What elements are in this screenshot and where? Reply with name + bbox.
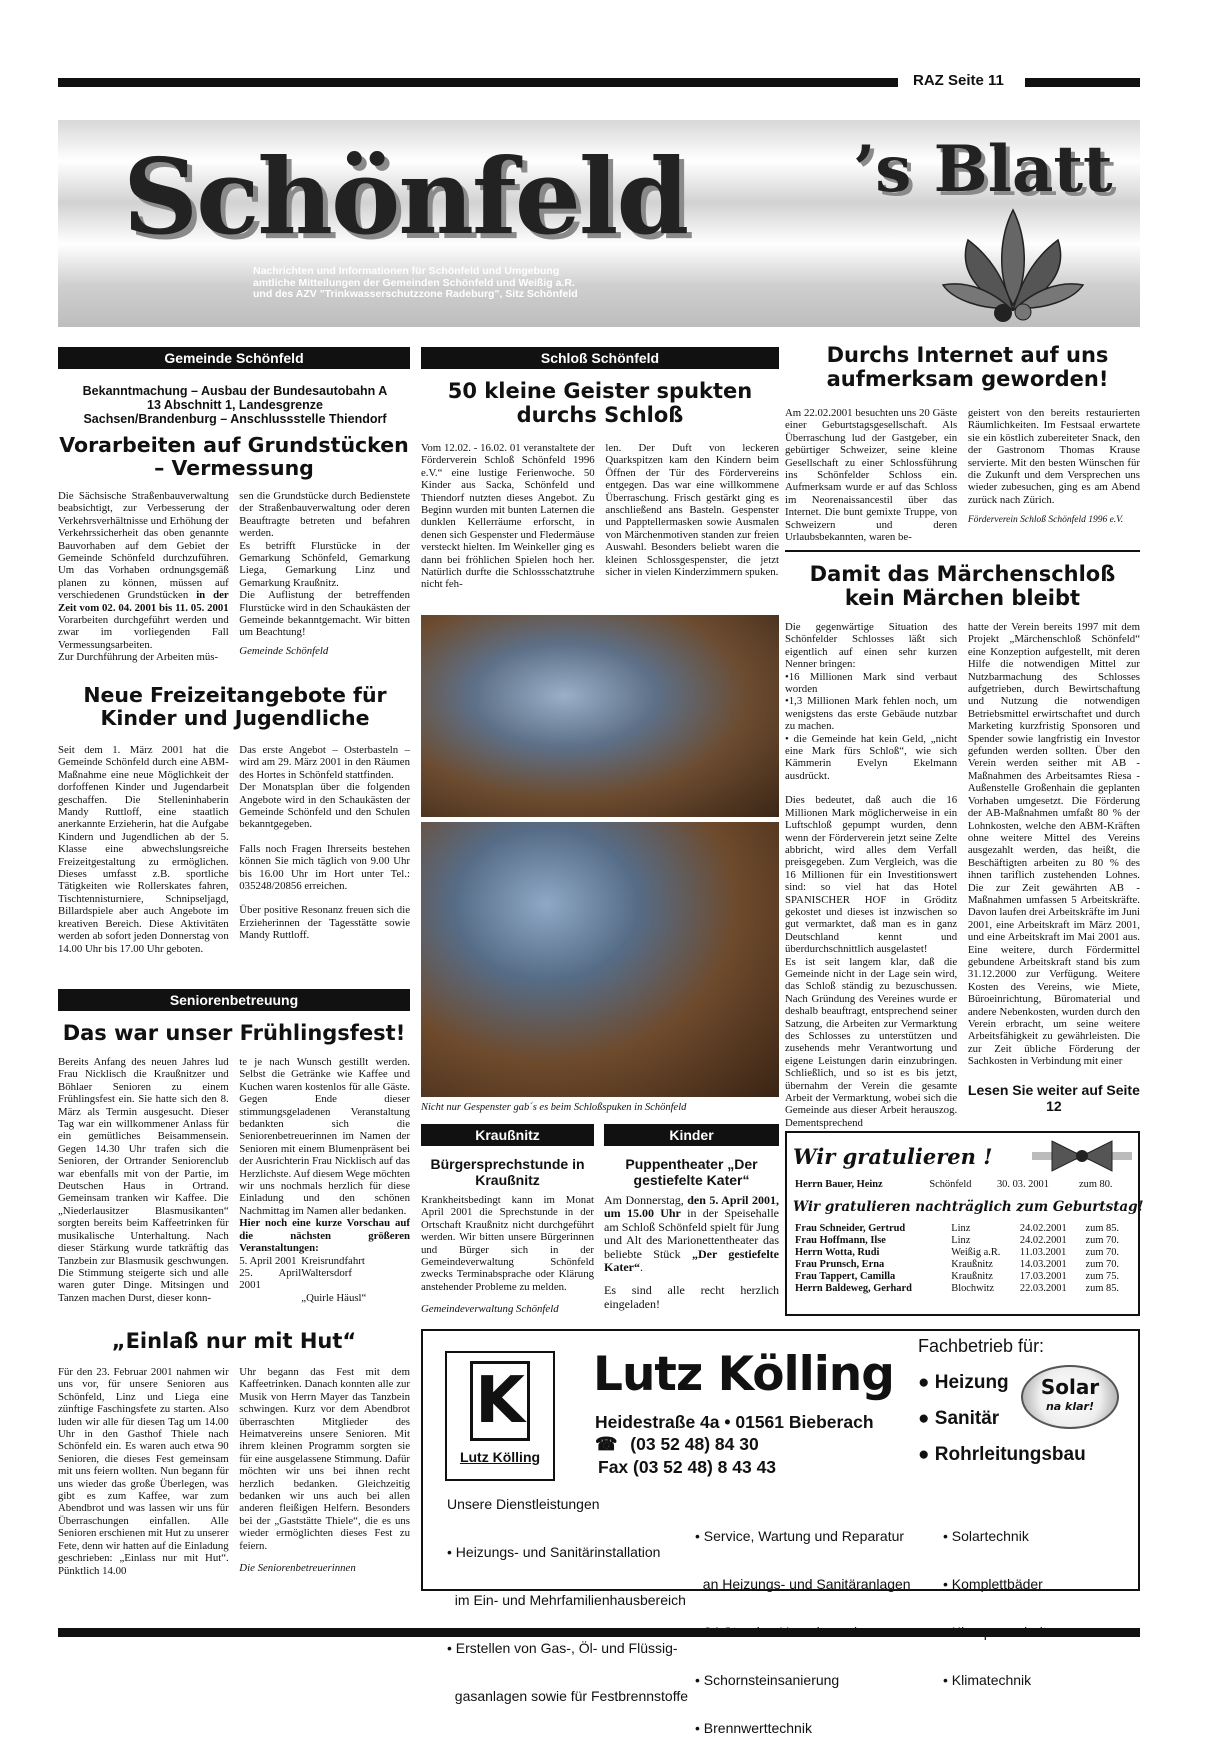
company-fax: Fax (03 52 48) 8 43 43 <box>598 1457 777 1477</box>
service-item: • Brennwerttechnik <box>695 1720 812 1736</box>
hut-headline: „Einlaß nur mit Hut“ <box>111 1329 357 1353</box>
text: Es ist seit langem klar, daß die Gemeinde nicht in der Lage sein wird, das Schloß ständig zu bezuschussen. Nach Gründung des Vereines wurde er deshalb beauftragt, entsprechend seiner Satzung, die Arbeiten zur Vermarktung des Schlosses zu unterstützen und zusehends mehr Verantwortung und eigene Leistungen darin einzubringen. Schließlich, und so ist es bis jetzt, übernahm der Verein die gesamte Arbeit der Vermarktung, wobei sich die Gemeinde aus dieser Arbeit herauszog. Dementsprechend <box>785 955 958 1129</box>
cell-age: zum 70. <box>1085 1259 1119 1270</box>
photo-children-costumes-1 <box>421 615 779 817</box>
service-item: • Heizungs- und Sanitärinstallation <box>447 1544 661 1560</box>
internet-article <box>785 407 1140 547</box>
senioren-article <box>58 1056 410 1318</box>
top-rule-right <box>1025 78 1140 87</box>
text: Die Auflistung der betreffenden Flurstücke wird in den Schaukästen der Gemeinde bekanntgemacht. Wir bitten um Beachtung! <box>239 589 410 639</box>
kraussnitz-headline: Bürgersprechstunde in Kraußnitz <box>430 1156 585 1188</box>
senioren-col2 <box>239 1056 410 1318</box>
cell-date: 14.03.2001 <box>1019 1259 1067 1270</box>
cell-age: zum 70. <box>1085 1235 1119 1246</box>
cell-place: Kraußnitz <box>951 1271 993 1282</box>
gemeinde-headline: Vorarbeiten auf Grundstücken – Vermessung <box>59 433 409 480</box>
event-place: Waltersdorf <box>301 1266 352 1279</box>
event-date: 5. April 2001 <box>239 1254 297 1267</box>
service-item: • Komplettbäder <box>943 1576 1043 1592</box>
service-item: • Erstellen von Gas-, Öl- und Flüssig- <box>447 1640 678 1656</box>
service-item: im Ein- und Mehrfamilienhausbereich <box>447 1592 686 1608</box>
cell-date: 22.03.2001 <box>1019 1283 1067 1294</box>
text: len. Der Duft von leckeren Quarkspitzen kam den Kindern beim Öffnen der Tür des Fördervereins entgegen. Das war eine willkommene Überraschung. Frisch gestärkt ging es anschließend ans Basteln. Gespenster und Papptellermasken sowie Ausmalen von Märchenmotiven standen zur freien Auswahl. Besonders beliebt waren die kleinen Schlossgespenster, die jetzt sicher in vielen Kinderzimmern spuken. <box>605 442 779 579</box>
cell-age: zum 70. <box>1085 1247 1119 1258</box>
freizeit-col2 <box>239 744 410 984</box>
freizeit-col1 <box>58 744 229 984</box>
chestnut-leaf-icon <box>938 200 1088 325</box>
service-item: • Solartechnik <box>943 1528 1029 1544</box>
cell-name: Herrn Wotta, Rudi <box>795 1247 880 1258</box>
gratulation-title: Wir gratulieren ! <box>793 1143 993 1169</box>
signature: Gemeinde Schönfeld <box>239 644 329 657</box>
text: hatte der Verein bereits 1997 mit dem Projekt „Märchenschloß Schönfeld“ eine Konzeption aufgestellt, mit deren Hilfe die notwendigen Mittel zur Nutzbarmachung des Schlosses aufgetrieben, durch Bewirtschaftung und Nutzung die notwendigen Betriebsmittel erwirtschaftet und durch Marketing kurzfristig Sponsoren und Spender sowie langfristig ein Investor gefunden werden sollten. Über den Verein werden seither mit AB - Maßnahmen des Arbeitsamtes Riesa -Außenstelle Großenhain die geplanten Vorhaben umgesetzt. Die Förderung der AB-Maßnahmen umfaßt 80 % der Lohnkosten, welche den ABM-Kräften ohne weitere Mittel des Vereins ausgezahlt werden, das heißt, die Beschäftigten arbeiten zu 80 % des ihnen tariflich zustehenden Lohnes. Die zur Zeit gewährten AB -Maßnahmen umfassen 5 Arbeitskräfte. Davon laufen drei Arbeitskräfte im Juni 2001, eine Arbeitskraft im März 2001, und eine Arbeitskraft im Mai 2001 aus. Eine weitere, durch Fördermittel gebundene Arbeitskraft stand bis zum 31.12.2000 zur Verfügung. Weitere Kosten des Vereins, wie Miete, Büroeinrichtung, Büromaterial und andere Nebenkosten, wurden durch den Verein erbracht, um seine weitere Arbeitsfähigkeit zu gewährleisten. Die zur Zeit übliche Förderung der Sachkosten in Verbindung mit einer <box>967 621 1140 1068</box>
logo-caption: Lutz Kölling <box>459 1449 541 1465</box>
cell-name: Frau Prunsch, Erna <box>795 1259 885 1270</box>
services-col3 <box>943 1496 1062 1720</box>
cell-date: 30. 03. 2001 <box>996 1179 1049 1190</box>
top-rule <box>58 78 898 87</box>
text: sen die Grundstücke durch Bedienstete der Straßenbauverwaltung oder deren Beauftragte betreten und befahren werden. <box>239 490 410 540</box>
photo-children-costumes-2 <box>421 822 779 1097</box>
text: Uhr begann das Fest mit dem Kaffeetrinken. Danach konnten alle zur Musik von Herrn Mayer das Tanzbein schwingen. Kurz vor dem Abendbrot überraschten Mitglieder des Heimatvereins unsere Senioren. Mit ihrem kleinen Programm sorgten sie für eine ausgelassene Stimmung. Dafür möchten wir uns bei ihnen recht herzlich bedanken. Gleichzeitig bedanken wir uns auch bei allen anderen fleißigen Helfern. Besonders bei der „Gaststätte Thiele“, die es uns wieder ermöglichten dieses Fest zu feiern. <box>239 1366 410 1552</box>
company-phone <box>595 1434 759 1455</box>
text: Vorarbeiten durchgeführt werden und zwar im vorliegenden Fall Vermessungsarbeiten. <box>58 614 229 651</box>
solar-badge-bottom: na klar! <box>1045 1400 1095 1413</box>
signature: Förderverein Schloß Schönfeld 1996 e.V. <box>967 515 1124 526</box>
signature: Gemeindeverwaltung Schönfeld <box>421 1303 559 1316</box>
company-address: Heidestraße 4a • 01561 Bieberach <box>595 1412 874 1432</box>
text: Seit dem 1. März 2001 hat die Gemeinde Schönfeld durch eine ABM-Maßnahme eine neue Möglichkeit der dorfoffenen Kinder und Jugendarbeit geschaffen. Die Stelleninhaberin Mandy Ruttloff, eine staatlich anerkannte Erzieherin, hat die Aufgabe Kindern und Jugendlichen ab der 5. Klasse eine abwechslungsreiche Freizeitgestaltung zu ermöglichen. Dieses umfasst z.B. sportliche Tätigkeiten wie Rollerskates fahren, Tischtennisturniere, Schnipseljagd, Billardspiele aber auch Angebote im kreativen Bereich. Diese Aktivitäten werden ab sofort jeden Donnerstag von 14.00 Uhr bis 17.00 Uhr geboten. <box>58 744 229 955</box>
gemeinde-col1 <box>58 490 229 680</box>
text: Die Sächsische Straßenbauverwaltung beabsichtigt, zur Verbesserung der Verkehrsverhältnisse und Erhöhung der Verkehrssicherheit das oben genannte Bauvorhaben auf dem Gebiet der Gemeinde Schönfeld durchzuführen. Um das Vorhaben ordnungsgemäß planen zu können, müssen auf verschiedenen Grundstücken <box>58 490 229 602</box>
text: Zur Durchführung der Arbeiten müs- <box>58 651 219 664</box>
schloss-headline: 50 kleine Geister spukten durchs Schloß <box>447 379 753 427</box>
table-row <box>793 1179 1132 1191</box>
internet-headline: Durchs Internet auf uns aufmerksam geworden! <box>826 343 1109 391</box>
event-row <box>239 1267 410 1292</box>
text: Vom 12.02. - 16.02. 01 veranstaltete der Förderverein Schloß Schönfeld 1996 e.V.“ eine lustige Ferienwoche. 50 Kinder aus Sacka, Schönfeld und Thiendorf nutzten dieses Angebot. Zu Beginn wurden mit bunten Laternen die dunklen Kellerräume erforscht, in denen sich Gespenster und Fledermäuse versteckt hielten. Im Weinkeller ging es dann bei fröhlichen Spielen hoch her. Natürlich durfte die Schlossschatztruhe nicht feh- <box>421 442 595 591</box>
table-row <box>793 1235 1132 1247</box>
cell-age: zum 85. <box>1085 1283 1119 1294</box>
maerchen-col2 <box>968 621 1140 1121</box>
bullet-icon: ● <box>918 1372 935 1393</box>
text: Über positive Resonanz freuen sich die Erzieherinnen der Tagesstätte sowie Mandy Ruttloff. <box>239 904 410 942</box>
event-place: „Quirle Häusl“ <box>301 1291 367 1304</box>
gratulation-table <box>793 1223 1132 1295</box>
cell-place: Blochwitz <box>951 1283 994 1294</box>
event-place: Kreisrundfahrt <box>301 1254 365 1267</box>
service-item: • Klimatechnik <box>943 1672 1032 1688</box>
service-item: • Service, Wartung und Reparatur <box>695 1528 905 1544</box>
hut-col1 <box>58 1366 229 1606</box>
cell-place: Weißig a.R. <box>951 1247 1001 1258</box>
bullet-item: • die Gemeinde hat kein Geld, „nicht eine Mark fürs Schloß“, wie sich Kämmerin Evelyn Ekelmann ausdrückt. <box>785 732 958 782</box>
text: Krankheitsbedingt kann im Monat April 2001 die Sprechstunde in der Ortschaft Kraußnitz nicht durchgeführt werden. Wir bitten unsere Bürgerinnen und Bürger sich in der Gemeindeverwaltung Schönfeld zwecks Terminabsprache oder Klärung anstehender Probleme zu melden. <box>421 1194 594 1293</box>
maerchen-col1 <box>785 621 958 1129</box>
gratulation-box <box>785 1131 1144 1316</box>
fach-item-label: Rohrleitungsbau <box>934 1444 1086 1465</box>
table-row <box>793 1271 1132 1283</box>
masthead-subtitle-line: amtliche Mitteilungen der Gemeinden Schönfeld und Weißig a.R. <box>253 276 575 289</box>
kinder-article <box>604 1194 779 1311</box>
logo-box <box>445 1351 555 1481</box>
senioren-headline: Das war unser Frühlingsfest! <box>62 1021 406 1045</box>
cell-name: Frau Hoffmann, Ilse <box>795 1235 886 1246</box>
fach-item <box>918 1437 1086 1473</box>
text: Es betrifft Flurstücke in der Gemarkung Schönfeld, Gemarkung Liega, Gemarkung Linz und Gemarkung Kraußnitz. <box>239 539 410 589</box>
event-row <box>239 1292 410 1304</box>
cell-date: 24.02.2001 <box>1019 1235 1067 1246</box>
table-row <box>793 1283 1132 1295</box>
masthead-title-suffix: ’s Blatt <box>853 132 1113 207</box>
freizeit-article <box>58 744 410 984</box>
kinder-headline: Puppentheater „Der gestiefelte Kater“ <box>625 1156 758 1188</box>
text: den 5. April 2001, um 15.00 Uhr <box>604 1193 779 1221</box>
service-item: • Schornsteinsanierung <box>695 1672 840 1688</box>
cell-name: Herrn Bauer, Heinz <box>795 1179 883 1190</box>
text: Dies bedeutet, daß auch die 16 Millionen Mark möglicherweise in ein Luftschloß gepumpt wurden, denn wenn der Förderverein jetzt seine Zelte abbricht, wird alles dem Verfall preisgegeben. Zum Vergleich, was die 16 Millionen für ein Investitionswert sind: so viel hat das Hotel SPANISCHER HOF in Gröditz gekostet und dieses ist inzwischen so gut vermarktet, daß man es in ganz Deutschland kennt und überdurchschnittlich ausgelastet! <box>785 794 958 956</box>
cell-place: Kraußnitz <box>951 1259 993 1270</box>
logo-letter: K <box>470 1361 530 1441</box>
cell-place: Linz <box>951 1223 971 1234</box>
text: Es sind alle recht herzlich eingeladen! <box>604 1283 779 1311</box>
hut-article <box>58 1366 410 1606</box>
text: Falls noch Fragen Ihrerseits bestehen können Sie mich täglich von 9.00 Uhr bis 16.00 Uhr im Hort unter Tel.: 035248/20856 erreichen. <box>239 842 410 893</box>
schloss-col2 <box>605 442 779 612</box>
section-bar-kinder: Kinder <box>604 1124 779 1146</box>
photo-caption: Nicht nur Gespenster gab´s es beim Schloßspuken in Schönfeld <box>421 1102 687 1113</box>
text: . <box>639 1260 643 1275</box>
masthead <box>58 120 1140 327</box>
maerchen-headline: Damit das Märchenschloß kein Märchen bleibt <box>809 562 1116 610</box>
text: Am 22.02.2001 besuchten uns 20 Gäste einer Geburtstagsgesellschaft. Als Überraschung lud der Gastgeber, ein gebürtiger Schweizer, seine kleine Gesellschaft zu einer Schlossführung ins Schönfelder Schloss ein. Aufmerksam wurde er auf das Schloss im Neorenaissancestil über das Internet. Die bunt gemixte Truppe, von Schweizern und deren Urlaubsbekannten, waren be- <box>785 407 958 544</box>
cell-age: zum 85. <box>1085 1223 1119 1234</box>
text: Am Donnerstag, <box>604 1193 688 1207</box>
page-label: RAZ Seite 11 <box>913 72 1004 89</box>
fach-item-label: Sanitär <box>934 1408 1000 1429</box>
bullet-item: •1,3 Millionen Mark fehlen noch, um wenigstens das erste Gebäude nutzbar zu machen. <box>785 695 958 733</box>
text: in der Zeit vom 02. 04. 2001 bis 11. 05. 2001 <box>58 589 229 614</box>
gemeinde-article <box>58 490 410 680</box>
text: Der Monatsplan über die folgenden Angebote wird in den Schaukästen der Gemeinde Schönfeld und den Schulen bekanntgegeben. <box>239 781 410 831</box>
masthead-subtitle-line: und des AZV "Trinkwasserschutzzone Radeburg", Sitz Schönfeld <box>253 288 578 300</box>
phone-icon: ☎ <box>595 1434 618 1454</box>
bullet-icon: ● <box>918 1408 935 1429</box>
schloss-article <box>421 442 779 612</box>
gratulation-table-main <box>793 1179 1132 1191</box>
continue-link[interactable]: Lesen Sie weiter auf Seite 12 <box>967 1081 1140 1114</box>
text: in der Speisehalle am Schloß Schönfeld spielt für Jung und Alt des Marionettentheater das beliebte Stück <box>604 1206 779 1261</box>
company-name: Lutz Kölling <box>593 1347 894 1402</box>
hut-col2 <box>239 1366 410 1606</box>
internet-col2 <box>968 407 1140 547</box>
section-bar-schloss: Schloß Schönfeld <box>421 347 779 369</box>
advertisement-koelling <box>421 1329 1140 1736</box>
solar-badge <box>1021 1365 1119 1429</box>
cell-name: Frau Schneider, Gertrud <box>795 1223 906 1234</box>
bullet-icon: ● <box>918 1444 935 1465</box>
cell-place: Linz <box>951 1235 971 1246</box>
services-col2 <box>695 1496 911 1737</box>
section-bar-kraussnitz: Kraußnitz <box>421 1124 594 1146</box>
bullet-item: •16 Millionen Mark sind verbaut worden <box>785 670 958 696</box>
cell-age: zum 80. <box>1079 1179 1113 1190</box>
text: „Der gestiefelte Kater“ <box>604 1246 779 1275</box>
schloss-col1 <box>421 442 595 612</box>
text: Für den 23. Februar 2001 nahmen wir uns vor, für unsere Senioren aus Schönfeld, Linz und Liega eine zünftige Faschingsfete zu starten. Also luden wir alle für diesen Tag um 14.00 Uhr in den Gasthof Thiele nach Schönfeld ein. Es waren auch etwa 90 Senioren, die dieses Fest gemeinsam mit uns feiern wollten. Nun begann für uns wieder das große Überlegen, was gibt es zum Kaffee, war zum Abendbrot und was lassen wir uns für Überraschungen einfallen. Alle Senioren erschienen mit Hut zu unserer Fete, denn wir hatten auf die Einladung geschrieben: „Einlass nur mit Hut“. Pünktlich 14.00 <box>58 1366 229 1577</box>
service-item: an Heizungs- und Sanitäranlagen <box>695 1576 911 1592</box>
phone-number[interactable]: (03 52 48) 84 30 <box>630 1434 759 1454</box>
gratulation-subtitle: Wir gratulieren nachträglich zum Geburtstag! <box>793 1199 1144 1215</box>
event-row <box>239 1255 410 1267</box>
text: te je nach Wunsch gestillt werden. Selbst die Getränke wie Kaffee und Kuchen waren kostenlos für alle Gäste. Gegen Ende dieser stimmungsgeladenen Veranstaltung bedankten sich die Seniorenbetreuerinnen im Namen der Senioren mit einem Blumenpräsent bei der Ausrichterin Frau Nicklisch auf das Herzlichste. Auf diesem Wege möchten wir uns nochmals herzlich für diese Einladung und den schönen Nachmittag im Namen aller bedanken. <box>239 1056 411 1217</box>
gemeinde-kicker: Bekanntmachung – Ausbau der Bundesautobahn A 13 Abschnitt 1, Landesgrenze Sachsen/Brandenburg – Anschlussstelle Thiendorf <box>82 384 388 426</box>
fach-title: Fachbetrieb für: <box>918 1336 1045 1356</box>
cell-name: Herrn Baldeweg, Gerhard <box>795 1283 912 1294</box>
service-item: gasanlagen sowie für Festbrennstoffe <box>447 1688 689 1704</box>
freizeit-headline: Neue Freizeitangebote für Kinder und Jugendliche <box>83 683 387 730</box>
masthead-title: Schönfeld <box>123 135 688 258</box>
masthead-subtitle <box>253 266 703 301</box>
signature: Die Seniorenbetreuerinnen <box>239 1562 356 1575</box>
text: geistert von den bereits restaurierten Räumlichkeiten. Im Festsaal erwartete sie ein köstlich zubereiteter Snack, den der Gastronom Thomas Krause servierte. Mit den besten Wünschen für die Zukunft und dem Versprechen uns wieder zubesuchen, ging es am Abend zurück nach Zürich. <box>967 407 1140 506</box>
kraussnitz-article <box>421 1194 594 1316</box>
section-bar-gemeinde: Gemeinde Schönfeld <box>58 347 410 369</box>
senioren-col1 <box>58 1056 229 1318</box>
table-row <box>793 1247 1132 1259</box>
section-bar-senioren: Seniorenbetreuung <box>58 989 410 1011</box>
bottom-rule <box>58 1628 1140 1637</box>
ribbon-bow-icon <box>1032 1137 1132 1175</box>
text: Die gegenwärtige Situation des Schönfelder Schlosses läßt sich eigentlich auf einen sehr kurzen Nenner bringen: <box>785 621 958 671</box>
table-row <box>793 1223 1132 1235</box>
cell-date: 11.03.2001 <box>1019 1247 1067 1258</box>
solar-badge-top: Solar <box>1040 1375 1100 1399</box>
cell-place: Schönfeld <box>929 1179 972 1190</box>
cell-name: Frau Tappert, Camilla <box>795 1271 896 1282</box>
text: Das erste Angebot – Osterbasteln – wird am 29. März 2001 in den Räumen des Hortes in Schönfeld stattfinden. <box>239 744 410 781</box>
cell-date: 17.03.2001 <box>1019 1271 1067 1282</box>
cell-age: zum 75. <box>1085 1271 1119 1282</box>
services-title: Unsere Dienstleistungen <box>447 1496 600 1512</box>
internet-col1 <box>785 407 957 547</box>
event-date: 25. April 2001 <box>239 1266 302 1292</box>
table-row <box>793 1259 1132 1271</box>
gemeinde-col2 <box>239 490 410 680</box>
services-col1 <box>447 1512 688 1736</box>
event-date <box>239 1292 301 1304</box>
text: Hier noch eine kurze Vorschau auf die nächsten größeren Veranstaltungen: <box>239 1217 410 1255</box>
divider <box>785 550 1140 552</box>
fach-item-label: Heizung <box>934 1372 1009 1393</box>
masthead-subtitle-line: Nachrichten und Informationen für Schönfeld und Umgebung <box>253 265 560 277</box>
text: Bereits Anfang des neuen Jahres lud Frau Nicklisch die Kraußnitzer und Böhlaer Senioren zu einem Frühlingsfest ein. Sie hatte sich den 8. März als Termin ausgesucht. Dieser Tag war ein willkommener Anlass für ein gemütliches Beisammensein. Gegen 14.30 Uhr trafen sich die Senioren, der Ortrander Seniorenclub war ebenfalls mit von der Partie, im Deutschen Haus in Ortrand. Gemeinsam tranken wir Kaffee. Die „Niederlausitzer Blasmusikanten“ sorgten bereits beim Kaffeetrinken für musikalische Unterhaltung. Nach dieser Stärkung wurde tatkräftig das Tanzbein zur Blasmusik geschwungen. Die Stimmung steigerte sich und alle waren guter Dinge. Mitsingen und Tanzen machen Durst, dieser konn- <box>58 1056 229 1304</box>
maerchen-article <box>785 621 1140 1129</box>
cell-date: 24.02.2001 <box>1019 1223 1067 1234</box>
